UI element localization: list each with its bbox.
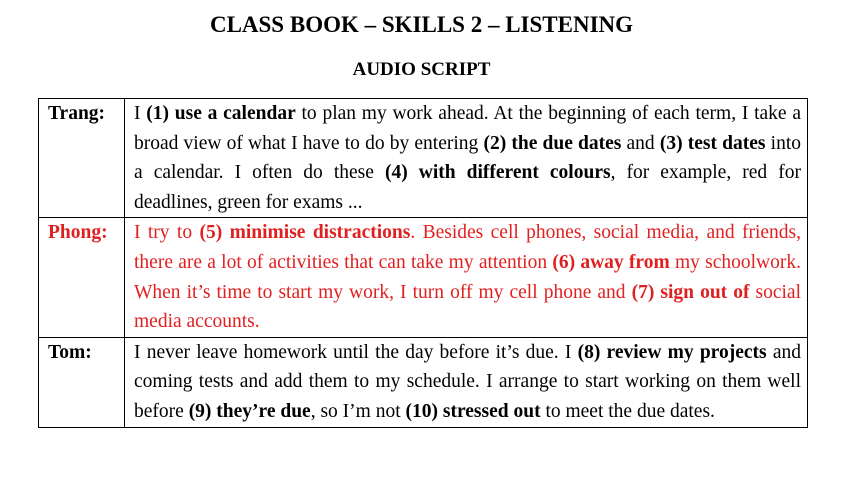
answer-phrase: (8) review my projects <box>577 341 767 363</box>
speaker-line <box>125 218 808 337</box>
script-text: into a calendar. I often do these <box>134 132 801 184</box>
answer-phrase: (3) test dates <box>659 132 766 154</box>
answer-phrase: (4) with different colours <box>384 162 611 184</box>
script-row <box>39 337 808 427</box>
speaker-name: Phong: <box>39 218 125 337</box>
answer-phrase: (7) sign out of <box>631 281 750 303</box>
script-text: I try to <box>134 222 200 244</box>
answer-phrase: (5) minimise distractions <box>199 222 411 244</box>
audio-script-body <box>39 99 808 428</box>
speaker-line <box>125 99 808 218</box>
answer-phrase: (1) use a calendar <box>146 103 296 124</box>
speaker-name: Tom: <box>39 337 125 427</box>
script-text: . Besides cell phones, social media, and friends, there are a lot of activities that can take my attention <box>134 222 802 273</box>
audio-script-table <box>38 98 808 428</box>
script-row <box>39 99 808 218</box>
script-text: to meet the due dates. <box>540 400 715 422</box>
script-text: social media accounts. <box>134 281 802 333</box>
page-subtitle: AUDIO SCRIPT <box>352 59 491 80</box>
answer-phrase: (10) stressed out <box>405 400 541 422</box>
speaker-name: Trang: <box>39 99 125 218</box>
page-title: CLASS BOOK – SKILLS 2 – LISTENING <box>209 12 634 37</box>
script-text: , so I’m not <box>310 400 406 422</box>
script-text: my schoolwork. When it’s time to start my work, I turn off my cell phone and <box>134 251 801 303</box>
script-text: to plan my work ahead. At the beginning of each term, I take a broad view of what I have to do by entering <box>134 103 801 154</box>
answer-phrase: (9) they’re due <box>188 400 311 422</box>
answer-phrase: (2) the due dates <box>483 132 622 154</box>
script-text: and coming tests and add them to my schedule. I arrange to start working on them well before <box>134 341 801 422</box>
speaker-line <box>125 337 808 427</box>
script-text: , for example, red for deadlines, green for exams ... <box>134 162 801 213</box>
script-text: I <box>134 103 147 124</box>
answer-phrase: (6) away from <box>552 251 670 273</box>
script-text: and <box>621 132 660 154</box>
script-row <box>39 218 808 337</box>
script-text: I never leave homework until the day before it’s due. I <box>134 341 578 363</box>
